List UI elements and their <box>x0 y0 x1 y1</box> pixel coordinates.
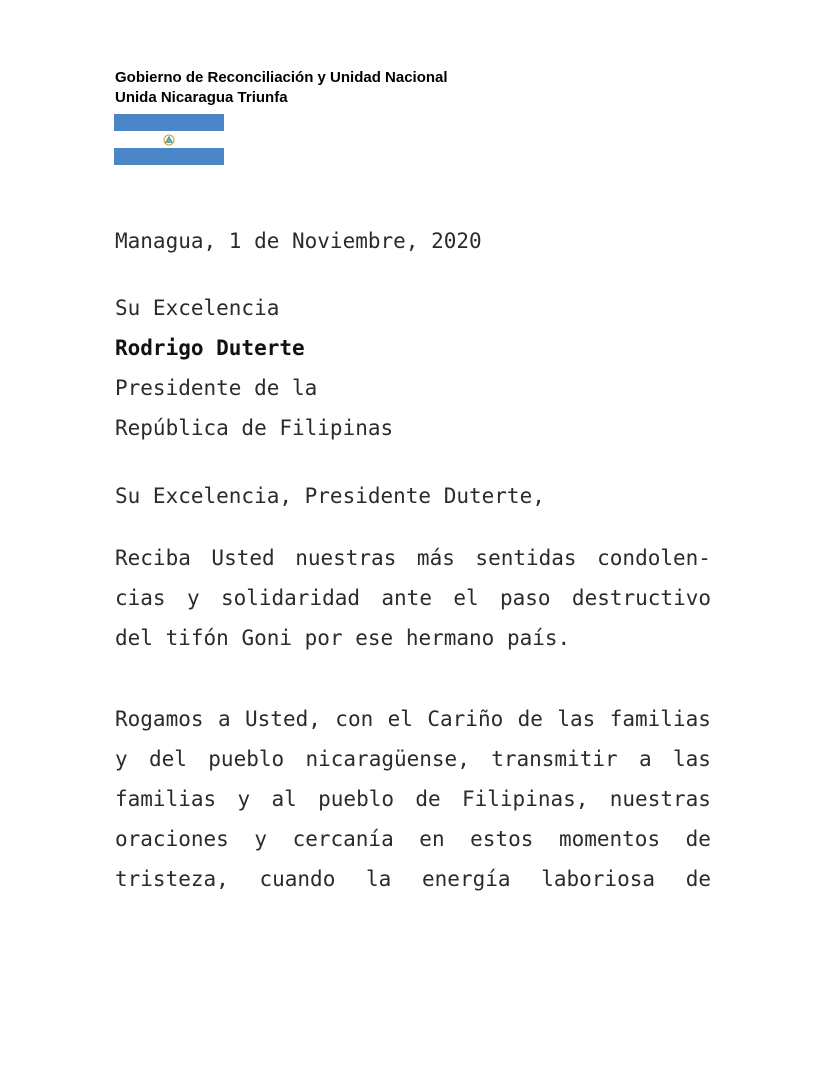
word: Filipinas, <box>461 787 589 811</box>
flag-stripe-middle <box>114 131 224 148</box>
word: el <box>453 586 479 610</box>
word: paso <box>499 586 551 610</box>
word: ese <box>342 626 394 650</box>
word: a <box>217 707 231 731</box>
word: destructivo <box>571 586 711 610</box>
word: Rogamos <box>115 707 204 731</box>
word: cercanía <box>292 827 394 851</box>
word: condolen- <box>597 546 711 570</box>
recipient-title-line2: República de Filipinas <box>115 416 394 440</box>
word: nuestras <box>295 546 397 570</box>
word: sentidas <box>475 546 577 570</box>
word: país. <box>494 626 571 650</box>
word: la <box>366 867 392 891</box>
letterhead <box>115 68 448 108</box>
word: pueblo <box>208 747 285 771</box>
recipient-title-line1: Presidente de la <box>115 376 318 400</box>
word: Goni <box>228 626 293 650</box>
letterhead-slogan: Unida Nicaragua Triunfa <box>115 89 288 106</box>
word: solidaridad <box>220 586 361 610</box>
paragraph-line <box>115 739 711 779</box>
paragraph-line <box>115 578 711 618</box>
paragraph-condolences <box>115 538 711 658</box>
letter-salutation: Su Excelencia, Presidente Duterte, <box>115 484 545 508</box>
word: estos <box>470 827 534 851</box>
word: más <box>416 546 455 570</box>
word: por <box>292 626 343 650</box>
nicaragua-flag <box>114 114 224 165</box>
paragraph-line <box>115 779 711 819</box>
paragraph-line <box>115 538 711 578</box>
word: nuestras <box>609 787 711 811</box>
word: de <box>517 707 543 731</box>
word: ante <box>381 586 432 610</box>
word: laboriosa <box>541 867 656 891</box>
word: cuando <box>259 867 336 891</box>
word: tristeza, <box>115 867 229 891</box>
letterhead-government: Gobierno de Reconciliación y Unidad Nacional <box>115 69 448 86</box>
letter-date: Managua, 1 de Noviembre, 2020 <box>115 229 482 253</box>
word: transmitir <box>491 747 618 771</box>
word: con <box>335 707 374 731</box>
word: Usted <box>211 546 275 570</box>
word: familias <box>115 787 217 811</box>
word: a <box>638 747 652 771</box>
flag-stripe-top <box>114 114 224 131</box>
word: Reciba <box>115 546 191 570</box>
word: pueblo <box>318 787 394 811</box>
word: al <box>271 787 297 811</box>
word: del <box>115 626 153 650</box>
paragraph-line <box>115 819 711 859</box>
word: y <box>237 787 251 811</box>
nicaragua-coat-of-arms-icon <box>163 134 175 146</box>
word: en <box>419 827 445 851</box>
word: las <box>672 747 711 771</box>
word: familias <box>609 707 711 731</box>
paragraph-line <box>115 699 711 739</box>
recipient-name: Rodrigo Duterte <box>115 336 305 360</box>
paragraph-prayers <box>115 699 711 899</box>
paragraph-line <box>115 859 711 899</box>
word: nicaragüense, <box>305 747 470 771</box>
word: oraciones <box>115 827 229 851</box>
word: del <box>149 747 187 771</box>
word: Cariño <box>427 707 504 731</box>
word: Usted, <box>245 707 321 731</box>
word: hermano <box>393 626 495 650</box>
word: y <box>186 586 200 610</box>
word: tifón <box>152 626 229 650</box>
word: momentos <box>558 827 661 851</box>
word: y <box>115 747 128 771</box>
paragraph-line <box>115 618 711 658</box>
flag-stripe-bottom <box>114 148 224 165</box>
word: cias <box>115 586 166 610</box>
word: de <box>685 867 711 891</box>
word: las <box>557 707 596 731</box>
word: energía <box>422 867 511 891</box>
recipient-honorific: Su Excelencia <box>115 296 280 320</box>
word: de <box>685 827 711 851</box>
word: de <box>415 787 441 811</box>
word: el <box>387 707 413 731</box>
word: y <box>254 827 268 851</box>
